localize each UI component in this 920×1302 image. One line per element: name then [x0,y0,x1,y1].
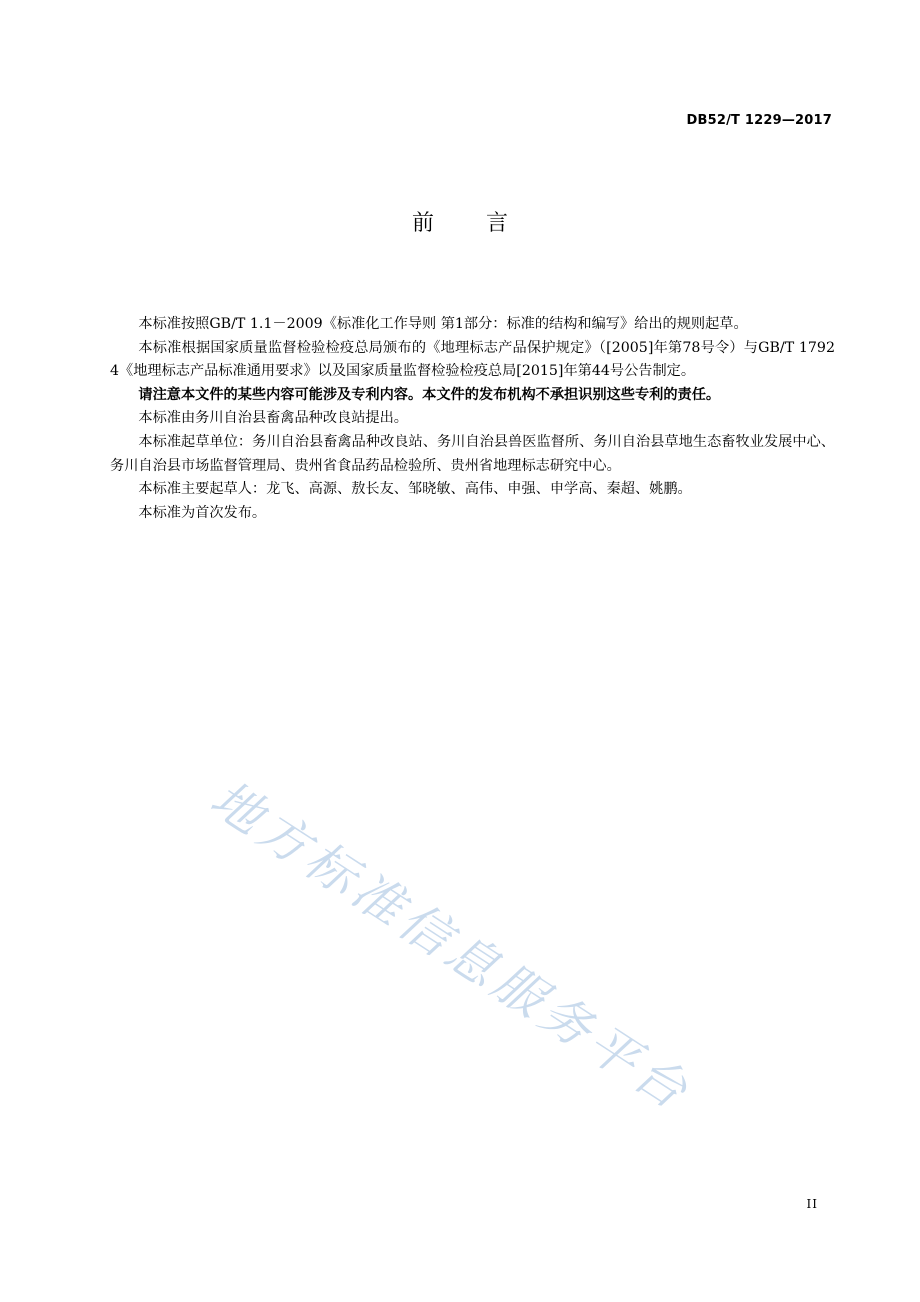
paragraph-drafters: 本标准主要起草人：龙飞、高源、敖长友、邹晓敏、高伟、申强、申学高、秦超、姚鹏。 [138,481,692,498]
foreword-body [110,313,835,525]
page-number: II [806,1197,818,1211]
standard-code: DB52/T 1229—2017 [686,113,832,128]
paragraph-drafting-units: 本标准起草单位：务川自治县畜禽品种改良站、务川自治县兽医监督所、务川自治县草地生态畜牧业发展中心、务川自治县市场监督管理局、贵州省食品药品检验所、贵州省地理标志研究中心。 [110,433,835,474]
paragraph-proposer: 本标准由务川自治县畜禽品种改良站提出。 [138,410,408,427]
paragraph-drafting-rules: 本标准按照GB/T 1.1－2009《标准化工作导则 第1部分：标准的结构和编写》给出的规则起草。 [138,316,748,332]
paragraph-first-release: 本标准为首次发布。 [138,504,267,521]
watermark: 地方标准信息服务平台 [200,769,702,1123]
title-char-1: 前 [411,211,434,236]
page-title [0,206,920,237]
paragraph-basis: 本标准根据国家质量监督检验检疫总局颁布的《地理标志产品保护规定》（[2005]年第78号令）与GB/T 17924《地理标志产品标准通用要求》以及国家质量监督检验检疫总局[2015]年第44号公告制定。 [110,339,835,380]
title-char-2: 言 [486,211,509,236]
paragraph-patent-notice: 请注意本文件的某些内容可能涉及专利内容。本文件的发布机构不承担识别这些专利的责任。 [138,386,721,403]
